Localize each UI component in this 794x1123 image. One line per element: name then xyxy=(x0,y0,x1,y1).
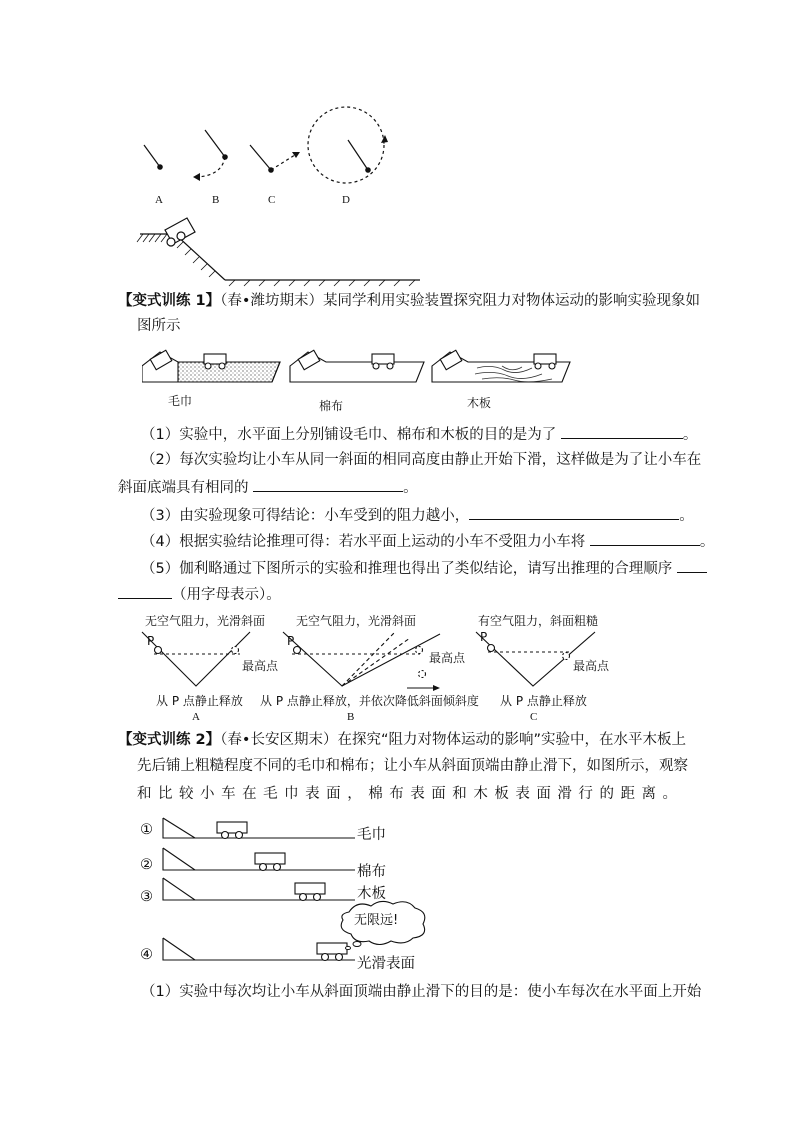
answer-blank-q3[interactable] xyxy=(469,504,679,520)
row-3-number: ③ xyxy=(140,889,153,905)
galileo-b-p: P xyxy=(287,634,295,648)
option-label-c: C xyxy=(268,194,276,206)
galileo-a-p: P xyxy=(147,634,155,648)
galileo-c-p: P xyxy=(480,630,488,644)
row-3-label: 木板 xyxy=(357,886,386,902)
exercise-2-tag: 【变式训练 2】 xyxy=(118,732,221,748)
exercise-2-title-line1 xyxy=(118,730,686,750)
row-2-number: ② xyxy=(140,857,153,873)
surface-label-cotton: 棉布 xyxy=(319,399,344,413)
option-label-b: B xyxy=(212,194,220,206)
galileo-c-letter: C xyxy=(530,711,538,723)
exercise-2-source: （春•长安区期末） xyxy=(220,732,338,748)
exercise-1-q5-line2: （用字母表示）。 xyxy=(118,583,281,605)
pendulum-options-figure xyxy=(130,95,400,215)
exercise-2-q1: （1）实验中每次均让小车从斜面顶端由静止滑下的目的是：使小车每次在水平面上开始 xyxy=(141,984,702,1000)
exercise-1-q2-line1: （2）每次实验均让小车从同一斜面的相同高度由静止开始下滑，这样做是为了让小车在 xyxy=(141,452,702,468)
galileo-a-bottom: 从 P 点静止释放 xyxy=(156,694,243,708)
answer-blank-q1[interactable] xyxy=(561,423,683,439)
exercise-1-q1: （1）实验中，水平面上分别铺设毛巾、棉布和木板的目的是为了 。 xyxy=(141,423,697,445)
row-4-number: ④ xyxy=(140,947,153,963)
row-4-label: 光滑表面 xyxy=(357,956,415,972)
exercise-1-source: （春•潍坊期末） xyxy=(220,293,323,309)
row-1-number: ① xyxy=(140,822,153,838)
galileo-c-bottom: 从 P 点静止释放 xyxy=(500,694,587,708)
incline-cart-figure xyxy=(135,212,425,287)
option-label-d: D xyxy=(342,194,350,206)
exercise-1-tag: 【变式训练 1】 xyxy=(118,293,221,309)
exercise-1-q3: （3）由实验现象可得结论：小车受到的阻力越小， 。 xyxy=(141,504,694,526)
galileo-b-letter: B xyxy=(347,711,355,723)
galileo-c-top: 有空气阻力，斜面粗糙 xyxy=(478,614,599,628)
exercise-2-title-text: 在探究“阻力对物体运动的影响”实验中，在水平木板上 xyxy=(337,732,686,748)
exercise-2-title-line3: 和比较小车在毛巾表面，棉布表面和木板表面滑行的距离。 xyxy=(137,786,677,802)
exercise-1-title-text: 某同学利用实验装置探究阻力对物体运动的影响实验现象如 xyxy=(322,293,700,309)
ramp-experiment-figure xyxy=(155,812,365,972)
galileo-b-top: 无空气阻力，光滑斜面 xyxy=(296,614,417,628)
answer-blank-q5a[interactable] xyxy=(677,557,707,573)
thought-cloud-text: 无限远! xyxy=(354,913,399,928)
surfaces-figure xyxy=(142,346,582,391)
exercise-1-q4: （4）根据实验结论推理可得：若水平面上运动的小车不受阻力小车将 。 xyxy=(141,530,714,552)
answer-blank-q2[interactable] xyxy=(253,476,403,492)
surface-label-towel: 毛巾 xyxy=(168,394,193,408)
galileo-b-high: 最高点 xyxy=(429,651,466,665)
option-label-a: A xyxy=(155,194,163,206)
galileo-a-high: 最高点 xyxy=(242,659,279,673)
answer-blank-q5b[interactable] xyxy=(118,583,172,599)
row-1-label: 毛巾 xyxy=(357,827,386,843)
row-2-label: 棉布 xyxy=(357,864,386,880)
galileo-a-letter: A xyxy=(192,711,200,723)
answer-blank-q4[interactable] xyxy=(590,530,700,546)
exercise-1-q2-line2: 斜面底端具有相同的 。 xyxy=(118,476,418,498)
exercise-1-title-line1 xyxy=(118,291,700,311)
galileo-b-bottom: 从 P 点静止释放，并依次降低斜面倾斜度 xyxy=(260,694,479,708)
galileo-a-top: 无空气阻力，光滑斜面 xyxy=(145,614,266,628)
surface-label-wood: 木板 xyxy=(467,396,492,410)
exercise-2-title-line2: 先后铺上粗糙程度不同的毛巾和棉布；让小车从斜面顶端由静止滑下，如图所示，观察 xyxy=(137,758,688,774)
exercise-1-q5-line1: （5）伽利略通过下图所示的实验和推理也得出了类似结论，请写出推理的合理顺序 xyxy=(141,557,707,579)
exercise-1-title-line2: 图所示 xyxy=(137,318,181,334)
galileo-c-high: 最高点 xyxy=(573,659,610,673)
